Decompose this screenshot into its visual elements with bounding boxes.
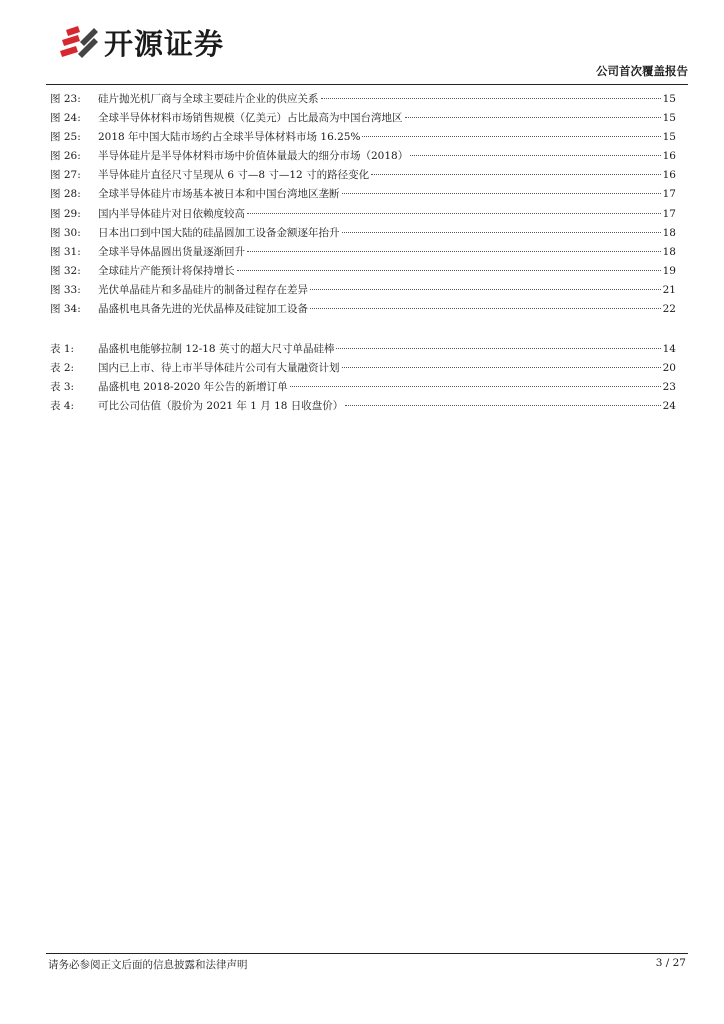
- footer-rule: [46, 953, 688, 954]
- toc-title: 硅片抛光机厂商与全球主要硅片企业的供应关系: [98, 93, 319, 105]
- toc-page: 16: [662, 150, 676, 163]
- toc-label: 图 29:: [50, 207, 81, 220]
- company-logo: [58, 24, 224, 64]
- toc-entry[interactable]: [50, 90, 676, 109]
- toc-entry[interactable]: [50, 340, 676, 359]
- toc-leader: [247, 213, 661, 214]
- toc-leader: [342, 232, 661, 233]
- toc-entry[interactable]: [50, 281, 676, 300]
- toc-title: 半导体硅片直径尺寸呈现从 6 寸—8 寸—12 寸的路径变化: [98, 169, 370, 182]
- toc-label: 图 24:: [50, 112, 81, 125]
- toc-title: 晶盛机电具备先进的光伏晶棒及硅锭加工设备: [98, 303, 308, 316]
- toc-entry[interactable]: [50, 262, 676, 281]
- toc-page: 15: [662, 112, 676, 125]
- toc-leader: [371, 174, 661, 175]
- toc-page: 20: [662, 362, 676, 375]
- toc-leader: [345, 405, 660, 406]
- toc-label: 表 2:: [50, 362, 75, 375]
- toc-leader: [405, 117, 661, 118]
- toc-page: 15: [662, 131, 676, 144]
- toc-title: 全球硅片产能预计将保持增长: [98, 264, 235, 277]
- toc-page: 19: [662, 264, 676, 277]
- toc-label: 图 34:: [50, 303, 81, 316]
- toc-entry[interactable]: [50, 128, 676, 147]
- toc-label: 图 28:: [50, 188, 81, 201]
- toc-entry[interactable]: [50, 243, 676, 262]
- logo-text: 开源证券: [104, 27, 225, 61]
- figure-list: [50, 90, 676, 319]
- toc-page: 22: [662, 303, 676, 316]
- toc-leader: [362, 136, 660, 137]
- toc-title: 2018 年中国大陆市场约占全球半导体材料市场 16.25%: [98, 131, 361, 144]
- toc-title: 半导体硅片是半导体材料市场中价值体量最大的细分市场（2018）: [98, 150, 409, 163]
- toc-label: 图 26:: [50, 150, 81, 163]
- toc-label: 图 27:: [50, 169, 81, 182]
- toc-page: 23: [662, 381, 676, 394]
- toc-leader: [247, 251, 661, 252]
- toc-leader: [321, 98, 661, 99]
- toc-entry[interactable]: [50, 109, 676, 128]
- toc-title: 光伏单晶硅片和多晶硅片的制备过程存在差异: [98, 283, 308, 296]
- toc-label: 图 30:: [50, 226, 81, 239]
- toc-page: 16: [662, 169, 676, 182]
- toc-entry[interactable]: [50, 205, 676, 224]
- toc-label: 表 4:: [50, 400, 75, 413]
- toc-title: 日本出口到中国大陆的硅晶圆加工设备金额逐年抬升: [98, 226, 340, 239]
- toc-label: 图 31:: [50, 245, 81, 258]
- toc-entry[interactable]: [50, 185, 676, 204]
- toc-label: 表 3:: [50, 381, 75, 394]
- report-type: 公司首次覆盖报告: [596, 64, 688, 78]
- toc-leader: [336, 348, 660, 349]
- toc-entry[interactable]: [50, 300, 676, 319]
- toc-page: 18: [662, 226, 676, 239]
- toc-page: 21: [662, 283, 676, 296]
- toc-title: 晶盛机电能够拉制 12-18 英寸的超大尺寸单晶硅棒: [98, 343, 335, 355]
- toc-page: 24: [662, 400, 676, 413]
- toc-title: 全球半导体材料市场销售规模（亿美元）占比最高为中国台湾地区: [98, 112, 403, 125]
- toc-page: 17: [662, 207, 676, 220]
- toc-leader: [290, 386, 661, 387]
- toc-title: 晶盛机电 2018-2020 年公告的新增订单: [98, 381, 288, 394]
- toc-title: 国内已上市、待上市半导体硅片公司有大量融资计划: [98, 362, 340, 375]
- footer-disclaimer: 请务必参阅正文后面的信息披露和法律声明: [48, 959, 248, 971]
- toc-title: 国内半导体硅片对日依赖度较高: [98, 207, 245, 220]
- toc-page: 14: [662, 343, 676, 355]
- header-rule: [46, 84, 688, 85]
- toc-label: 图 23:: [50, 93, 81, 105]
- toc-label: 表 1:: [50, 343, 75, 355]
- toc-entry[interactable]: [50, 397, 676, 416]
- table-list: [50, 340, 676, 416]
- toc-leader: [310, 308, 661, 309]
- toc-label: 图 32:: [50, 264, 81, 277]
- toc-title: 全球半导体晶圆出货量逐渐回升: [98, 245, 245, 258]
- toc-entry[interactable]: [50, 166, 676, 185]
- toc-leader: [310, 289, 661, 290]
- toc-page: 15: [662, 93, 676, 105]
- toc-title: 全球半导体硅片市场基本被日本和中国台湾地区垄断: [98, 188, 340, 201]
- toc-label: 图 33:: [50, 283, 81, 296]
- toc-entry[interactable]: [50, 359, 676, 378]
- toc-leader: [342, 193, 661, 194]
- toc-title: 可比公司估值（股价为 2021 年 1 月 18 日收盘价）: [98, 400, 344, 413]
- toc-entry[interactable]: [50, 378, 676, 397]
- toc-entry[interactable]: [50, 147, 676, 166]
- toc-leader: [342, 367, 661, 368]
- toc-page: 17: [662, 188, 676, 201]
- page-number: 3 / 27: [655, 957, 686, 969]
- toc-label: 图 25:: [50, 131, 81, 144]
- toc-leader: [237, 270, 661, 271]
- toc-entry[interactable]: [50, 224, 676, 243]
- toc-page: 18: [662, 245, 676, 258]
- toc-leader: [410, 155, 660, 156]
- logo-mark-icon: [58, 24, 100, 64]
